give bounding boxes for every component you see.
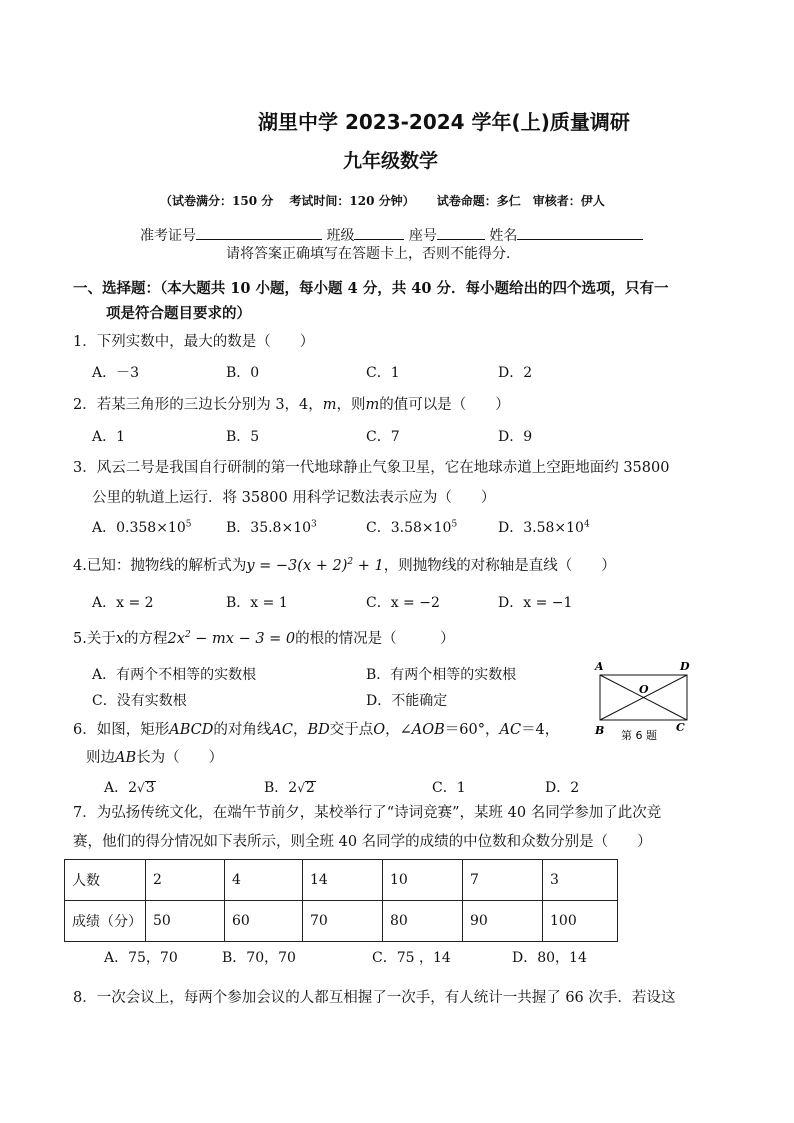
q6-option-a[interactable]: A．2√3 [104, 780, 155, 796]
q5-option-a[interactable]: A．有两个不相等的实数根 [92, 667, 257, 683]
q2-option-d[interactable]: D．9 [498, 429, 533, 445]
q5-formula: $2x^2$ − mx − 3 = 0 [167, 630, 296, 647]
q4-option-d[interactable]: D．x = −1 [498, 595, 573, 611]
q7-option-c[interactable]: C．75 ，14 [372, 950, 451, 966]
section1-heading-cont: 项是符合题目要求的） [106, 305, 251, 322]
section1-heading: 一、选择题：（本大题共 10 小题，每小题 4 分，共 40 分．每小题给出的四个选项，只有一 [73, 280, 669, 297]
q2-option-b[interactable]: B．5 [226, 429, 260, 445]
exam-subtitle: 九年级数学 [343, 150, 439, 172]
exam-no-blank[interactable] [196, 225, 322, 240]
q2-option-c[interactable]: C．7 [366, 429, 400, 445]
name-blank[interactable] [517, 225, 643, 240]
q1-stem: 1．下列实数中，最大的数是（ ） [73, 334, 315, 350]
table-cell: 70 [303, 901, 383, 942]
q5-option-d[interactable]: D．不能确定 [366, 693, 448, 709]
table-cell: 3 [543, 860, 618, 901]
table-cell: 4 [225, 860, 303, 901]
q5-option-b[interactable]: B．有两个相等的实数根 [366, 667, 517, 683]
label-o: O [639, 683, 649, 696]
table-cell: 60 [225, 901, 303, 942]
exam-title: 湖里中学 2023-2024 学年(上)质量调研 [258, 110, 630, 134]
table-cell: 人数 [65, 860, 146, 901]
seat-blank[interactable] [437, 225, 485, 240]
figure-caption: 第 6 题 [621, 729, 657, 742]
class-label: 班级 [326, 228, 355, 244]
table-cell: 7 [463, 860, 543, 901]
q7-option-d[interactable]: D．80，14 [512, 950, 587, 966]
label-c: C [676, 721, 685, 734]
q5-option-c[interactable]: C．没有实数根 [92, 693, 187, 709]
q4-option-a[interactable]: A．x = 2 [92, 595, 154, 611]
q3-option-b[interactable]: B．$35.8\times 10^3$ [226, 519, 317, 536]
q6-stem-cont: 则边AB长为（ ） [86, 750, 224, 766]
q4-stem: 4.已知：抛物线的解析式为$y = -3(x + 2)^2 + 1$，则抛物线的对称轴是直线（ ） [73, 557, 616, 574]
answer-notice: 请将答案正确填写在答题卡上，否则不能得分. [226, 246, 511, 262]
q4-option-b[interactable]: B．x = 1 [226, 595, 288, 611]
table-row [65, 860, 618, 901]
q7-stem-cont: 赛，他们的得分情况如下表所示，则全班 40 名同学的成绩的中位数和众数分别是（ ） [73, 834, 652, 850]
q6-option-b[interactable]: B．2√2 [264, 780, 315, 796]
q7-option-b[interactable]: B．70，70 [222, 950, 296, 966]
q7-score-table [64, 859, 618, 942]
q7-stem: 7．为弘扬传统文化，在端午节前夕，某校举行了“诗词竞赛”，某班 40 名同学参加了此次竞 [73, 805, 662, 821]
label-d: D [680, 660, 690, 673]
q4-formula: $y = -3(x + 2)^2 + 1$ [246, 557, 384, 574]
q8-stem: 8．一次会议上，每两个参加会议的人都互相握了一次手，有人统计一共握了 66 次手．若设这 [73, 990, 676, 1006]
q2-stem: 2．若某三角形的三边长分别为 3，4，m，则m的值可以是（ ） [73, 397, 510, 413]
table-row [65, 901, 618, 942]
class-blank[interactable] [354, 225, 404, 240]
name-label: 姓名 [489, 228, 518, 244]
candidate-info-line [140, 225, 643, 245]
q6-option-c[interactable]: C．1 [432, 780, 466, 796]
q3-stem-cont: 公里的轨道上运行．将 35800 用科学记数法表示应为（ ） [92, 490, 496, 506]
q3-option-a[interactable]: A．$0.358\times 10^5$ [92, 519, 192, 536]
q6-option-d[interactable]: D．2 [545, 780, 580, 796]
table-cell: 10 [383, 860, 463, 901]
q2-option-a[interactable]: A．1 [92, 429, 126, 445]
exam-no-label: 准考证号 [140, 228, 196, 244]
table-cell: 14 [303, 860, 383, 901]
q3-stem: 3．风云二号是我国自行研制的第一代地球静止气象卫星，它在地球赤道上空距地面约 35800 [73, 460, 670, 476]
q1-option-a[interactable]: A．－3 [92, 365, 140, 381]
seat-label: 座号 [408, 228, 437, 244]
table-cell: 90 [463, 901, 543, 942]
q6-stem: 6．如图，矩形ABCD的对角线AC，BD交于点O，∠AOB＝60°，AC＝4， [73, 722, 560, 738]
table-cell: 80 [383, 901, 463, 942]
exam-meta: （试卷满分：150 分 考试时间：120 分钟） 试卷命题：多仁 审核者：伊人 [160, 194, 605, 208]
table-cell: 成绩（分） [65, 901, 146, 942]
table-cell: 50 [146, 901, 225, 942]
label-a: A [595, 660, 604, 673]
q1-option-c[interactable]: C．1 [366, 365, 400, 381]
table-cell: 100 [543, 901, 618, 942]
label-b: B [595, 724, 605, 737]
q6-rectangle-figure [590, 656, 700, 748]
q1-option-d[interactable]: D．2 [498, 365, 533, 381]
q7-option-a[interactable]: A．75，70 [104, 950, 178, 966]
q3-option-c[interactable]: C．$3.58\times 10^5$ [366, 519, 458, 536]
table-cell: 2 [146, 860, 225, 901]
q4-option-c[interactable]: C．x = −2 [366, 595, 440, 611]
q5-stem: 5.关于x的方程$2x^2$ − mx − 3 = 0的根的情况是（ ） [73, 630, 455, 647]
q3-option-d[interactable]: D．$3.58\times 10^4$ [498, 519, 590, 536]
q1-option-b[interactable]: B．0 [226, 365, 260, 381]
